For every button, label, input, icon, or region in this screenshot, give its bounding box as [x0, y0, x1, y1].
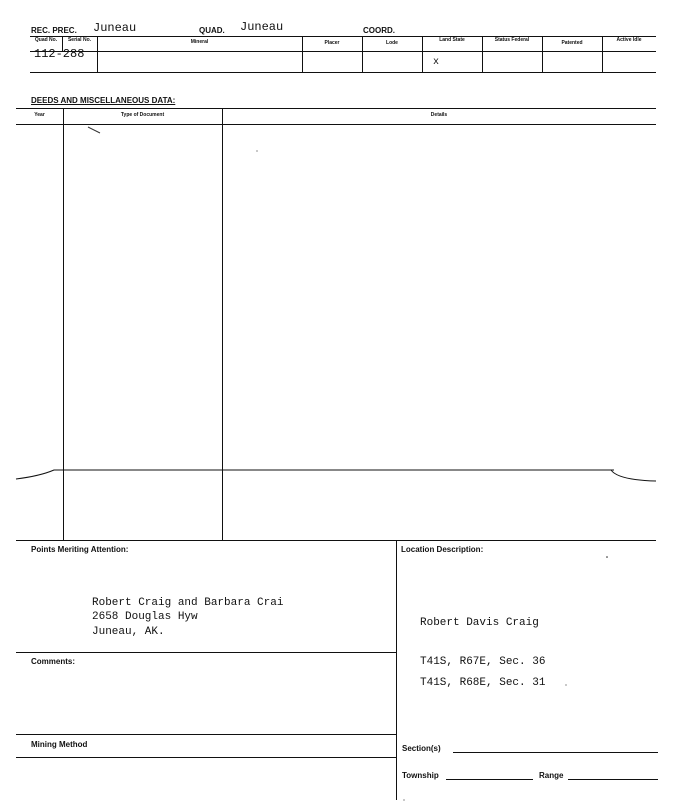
mining-method-label: Mining Method: [31, 740, 88, 749]
range-label: Range: [539, 771, 564, 780]
location-line-1: T41S, R67E, Sec. 36: [420, 656, 546, 668]
land-state-mark: x: [433, 57, 440, 68]
sections-blank-line: [453, 752, 658, 753]
col-land-state: Land State: [439, 37, 465, 43]
col-placer: Placer: [324, 40, 340, 46]
points-line-1: Robert Craig and Barbara Crai: [92, 597, 284, 609]
sections-label: Section(s): [402, 744, 441, 753]
deeds-title: DEEDS AND MISCELLANEOUS DATA:: [31, 96, 176, 105]
points-label: Points Meriting Attention:: [31, 545, 129, 554]
quad-label: QUAD.: [199, 26, 225, 35]
points-line-2: 2658 Douglas Hyw: [92, 611, 198, 623]
col-details: Details: [430, 112, 448, 118]
quad-serial-value: 112-288: [34, 47, 85, 61]
location-line-2: T41S, R68E, Sec. 31: [420, 677, 546, 689]
col-year: Year: [34, 112, 45, 118]
rec-prec-value: Juneau: [93, 21, 137, 35]
location-name: Robert Davis Craig: [420, 617, 539, 629]
rec-prec-label: REC. PREC.: [31, 26, 77, 35]
col-lode: Lode: [386, 40, 398, 46]
points-line-3: Juneau, AK.: [92, 626, 165, 638]
range-blank-line: [568, 779, 658, 780]
col-status-federal: Status Federal: [494, 37, 530, 43]
township-label: Township: [402, 771, 439, 780]
col-mineral: Mineral: [190, 39, 209, 45]
col-active-idle: Active Idle: [616, 37, 642, 43]
col-patented: Patented: [561, 40, 583, 46]
col-quad-no: Quad No.: [34, 37, 58, 43]
quad-value: Juneau: [240, 20, 284, 34]
township-blank-line: [446, 779, 533, 780]
col-serial-no: Serial No.: [67, 37, 92, 43]
comments-label: Comments:: [31, 657, 76, 666]
location-label: Location Description:: [401, 545, 484, 554]
col-type-of-document: Type of Document: [120, 112, 165, 118]
coord-label: COORD.: [363, 26, 395, 35]
